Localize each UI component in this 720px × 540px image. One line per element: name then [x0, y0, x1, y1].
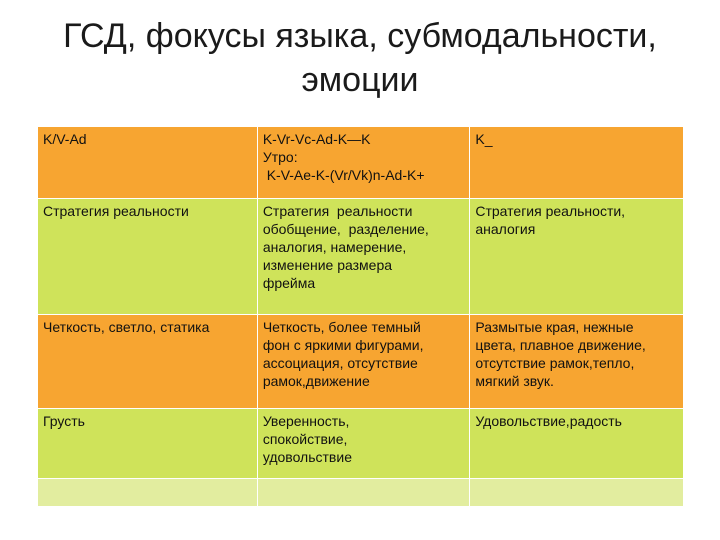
cell-text-line: Удовольствие,радость	[475, 413, 622, 429]
table-row	[38, 479, 684, 507]
cell-text-line: Стратегия реальности	[262, 203, 413, 219]
table-cell	[38, 479, 258, 507]
table-row	[38, 127, 684, 199]
table-cell	[257, 315, 470, 409]
cell-text-line: обобщение, разделение,	[262, 221, 429, 237]
cell-text-line: удовольствие	[262, 449, 352, 465]
cell-text-line: Размытые края, нежные	[475, 319, 634, 335]
table-cell	[470, 127, 684, 199]
cell-text-line: K_	[475, 131, 493, 147]
table-cell	[470, 315, 684, 409]
cell-text-line: мягкий звук.	[475, 373, 554, 389]
table-cell	[257, 199, 470, 315]
cell-text-line: фрейма	[262, 275, 316, 291]
table-cell	[257, 409, 470, 479]
cell-text-line: рамок,движение	[262, 373, 370, 389]
title-line-1: ГСД, фокусы языка, субмодальности,	[63, 17, 657, 55]
table-row	[38, 315, 684, 409]
cell-text-line: K-Vr-Vc-Ad-K—K	[262, 131, 371, 147]
table-row	[38, 409, 684, 479]
title-line-2: эмоции	[301, 61, 419, 99]
cell-text-line: Стратегия реальности	[43, 203, 189, 219]
cell-text-line: Грусть	[43, 413, 85, 429]
cell-text-line: спокойствие,	[262, 431, 348, 447]
cell-text-line: аналогия	[475, 221, 536, 237]
table-cell	[257, 479, 470, 507]
cell-text-line: K/V-Ad	[43, 131, 87, 147]
table-cell	[38, 199, 258, 315]
cell-text-line: K-V-Ae-K-(Vr/Vk)n-Ad-K+	[262, 167, 425, 183]
table-cell	[470, 199, 684, 315]
cell-text-line: ассоциация, отсутствие	[262, 355, 418, 371]
cell-text-line: аналогия, намерение,	[262, 239, 407, 255]
cell-text-line: изменение размера	[262, 257, 393, 273]
table-cell	[470, 479, 684, 507]
table-cell	[38, 315, 258, 409]
table-cell	[470, 409, 684, 479]
slide-title	[0, 14, 720, 102]
cell-text-line: Стратегия реальности,	[475, 203, 626, 219]
table-cell	[38, 409, 258, 479]
cell-text-line: Четкость, более темный	[262, 319, 421, 335]
cell-text-line: цвета, плавное движение,	[475, 337, 646, 353]
strategy-table	[37, 126, 684, 507]
cell-text-line: Четкость, светло, статика	[43, 319, 210, 335]
cell-text-line: Утро:	[262, 149, 298, 165]
table-row	[38, 199, 684, 315]
table-cell	[257, 127, 470, 199]
cell-text-line: отсутствие рамок,тепло,	[475, 355, 635, 371]
table-cell	[38, 127, 258, 199]
cell-text-line: фон с яркими фигурами,	[262, 337, 424, 353]
cell-text-line: Уверенность,	[262, 413, 350, 429]
